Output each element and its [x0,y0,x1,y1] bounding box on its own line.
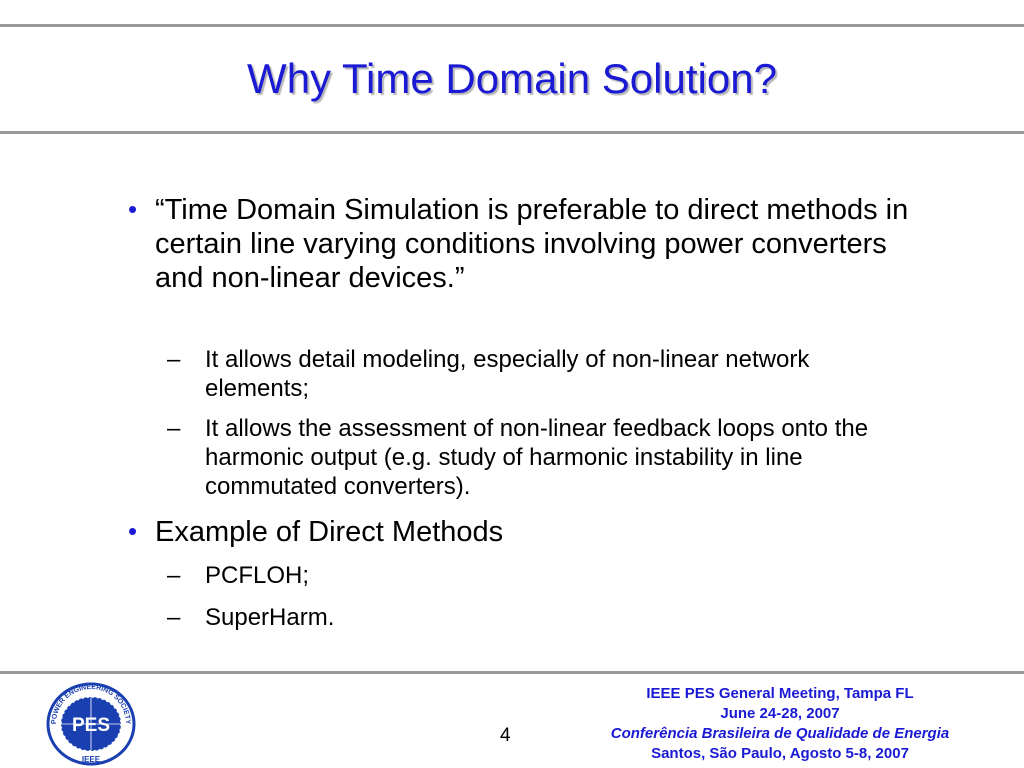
sub-bullet-text: It allows detail modeling, especially of non-linear network elements; [205,346,810,402]
pes-logo [46,682,136,766]
footer-line-2: June 24-28, 2007 [720,705,840,722]
sub-bullet-dash: – [167,346,181,373]
sub-bullet-text: It allows the assessment of non-linear feedback loops onto the harmonic output (e.g. study of harmonic instability in line commutated converters). [205,415,869,500]
slide-title: Why Time Domain Solution? [247,55,777,102]
bullet-dot: • [128,194,138,224]
footer-info [560,684,1000,764]
logo-center-text: PES [71,715,111,736]
page-number: 4 [500,725,511,746]
sub-bullet-text: SuperHarm. [205,604,335,631]
sub-bullet-dash: – [167,562,181,589]
bullet-text: Example of Direct Methods [155,516,504,548]
footer-line-4: Santos, São Paulo, Agosto 5-8, 2007 [651,745,909,762]
bullet-dot: • [128,516,138,546]
logo-ring-text: POWER ENGINEERING SOCIETY [50,683,132,725]
footer-divider [0,671,1024,674]
footer-line-3: Conferência Brasileira de Qualidade de Energia [610,725,950,742]
footer-line-1: IEEE PES General Meeting, Tampa FL [646,685,914,702]
sub-bullet-text: PCFLOH; [205,562,310,589]
bullet-text: “Time Domain Simulation is preferable to direct methods in certain line varying conditions involving power converters and non-linear devices.” [155,194,909,294]
logo-bottom-text: IEEE [81,755,101,764]
sub-bullet-dash: – [167,604,181,631]
sub-bullet-dash: – [167,415,181,442]
